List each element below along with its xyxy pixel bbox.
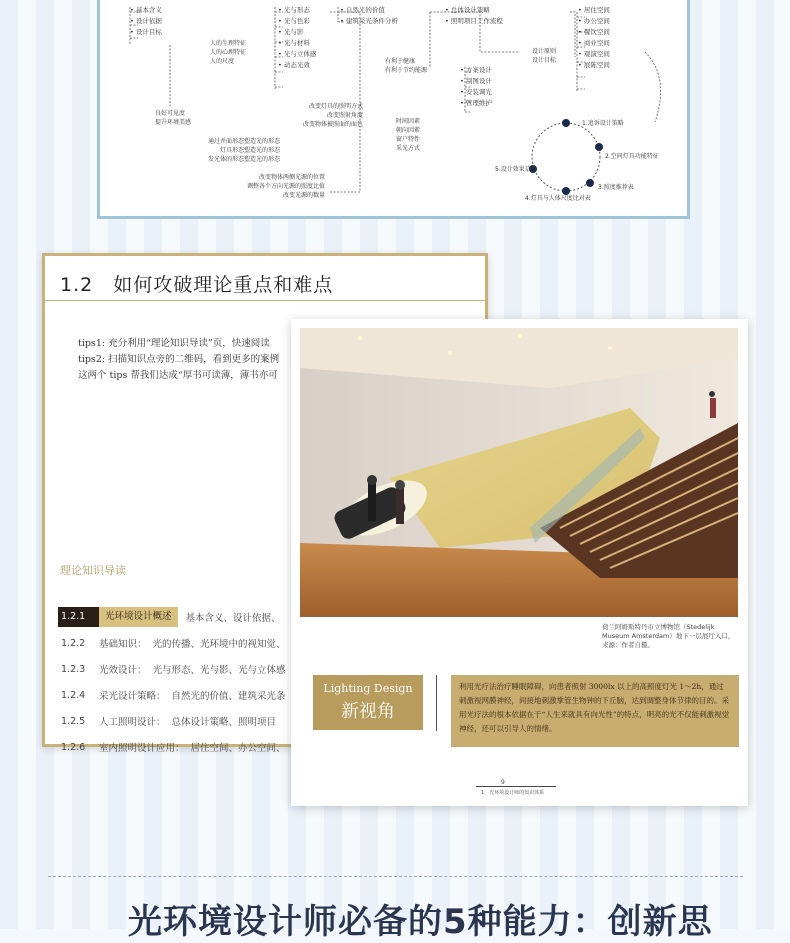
mm-item: • 总体设计策略	[445, 5, 503, 16]
cycle-step-4: 4.灯具与人体尺度比对表	[525, 195, 591, 202]
mindmap-col1	[130, 5, 162, 38]
mm-text: 良好可见度	[155, 110, 186, 117]
mindmap-col3-sub	[385, 57, 427, 75]
mm-text: 设计原则	[532, 48, 557, 55]
mindmap-card	[97, 0, 690, 219]
mm-text: 改变灯具的照明方式	[308, 103, 363, 110]
vertical-divider	[436, 675, 437, 731]
mm-item: • 设计目标	[130, 27, 162, 38]
mm-item: • 建筑采光条件分析	[340, 16, 398, 27]
mindmap-col3	[340, 5, 398, 27]
mm-item: • 光与色彩	[278, 16, 316, 27]
mm-text: 人的尺度	[210, 58, 235, 65]
mindmap-col4-sub	[460, 65, 492, 109]
mm-item: • 管理维护	[460, 98, 492, 109]
mm-item: • 安装调光	[460, 87, 492, 98]
mm-text: 人的心理特征	[210, 49, 247, 56]
mm-text: 通过并面形态塑造光的形态	[207, 138, 280, 145]
mm-item: • 商业空间	[578, 38, 610, 49]
mm-item: • 光与形态	[278, 5, 316, 16]
lighting-design-badge	[313, 675, 423, 730]
toc-number: 1.2.1	[58, 607, 99, 627]
mindmap-col2-notes3	[230, 173, 325, 200]
toc-name: 基础知识：	[99, 639, 147, 650]
toc-name: 光环境设计概述	[99, 607, 178, 627]
mm-text: 调整各个方向光源的照度比值	[246, 183, 325, 190]
tip-line: 这两个 tips 帮我们达成“厚书可读薄，薄书亦可	[78, 370, 278, 381]
mm-text: 改变物体被照面的面色	[302, 121, 363, 128]
toc-number: 1.2.3	[61, 663, 86, 675]
mm-item: • 自然光的价值	[340, 5, 398, 16]
cycle-step-1: 1.追诉设计策略	[582, 120, 624, 127]
mm-item: • 展陈空间	[578, 60, 610, 71]
toc-desc: 光的传播、光环境中的视知觉、	[152, 639, 286, 650]
cycle-step-2: 2.空间灯具功能特征	[605, 153, 659, 160]
tip-line: tips2: 扫描知识点旁的二维码，看到更多的案例	[78, 354, 280, 365]
museum-photo	[300, 328, 738, 617]
mm-text: 发光体的形态塑造光的形态	[207, 156, 280, 163]
title-divider	[45, 300, 485, 301]
mindmap-col2-notes1	[278, 102, 363, 129]
mm-item: • 制图设计	[460, 76, 492, 87]
cycle-step-5: 5.设计效果草绘	[495, 166, 537, 173]
guide-label: 理论知识导读	[60, 564, 126, 577]
lighting-design-text: 利用光疗法治疗睡眠障碍，向患者照射 3000lx 以上的高照度灯光 1～2h，通过刺激视网膜神经，间接地刺激掌管生物钟的下丘脑，达到调整身体节律的目的。采用光疗法的根本依据在于“人生来就具有向光性”的特点，明亮的光不仅能刺激视觉神经，还可以引导人的情绪。	[451, 675, 739, 747]
mm-text: 提升环境美感	[155, 119, 192, 126]
toc-number: 1.2.4	[61, 689, 86, 701]
mindmap-col4	[445, 5, 503, 27]
mm-text: 时间因素	[396, 118, 421, 125]
toc-desc: 总体设计策略、照明项目	[171, 717, 277, 728]
mm-text: 采光方式	[396, 145, 421, 152]
mindmap-col1-bottom	[155, 109, 191, 127]
mm-item: • 照明项目工作流程	[445, 16, 503, 27]
badge-en: Lighting Design	[323, 682, 413, 695]
tips-block	[78, 336, 279, 384]
mm-text: 窗户特性	[396, 136, 421, 143]
toc-number: 1.2.5	[61, 715, 86, 727]
mm-item: • 设计依据	[130, 16, 162, 27]
toc-desc: 基本含义、设计依据、	[185, 613, 281, 624]
toc-name: 人工照明设计：	[99, 717, 166, 728]
toc-name: 光效设计：	[99, 665, 147, 676]
toc-desc: 光与形态、光与影、光与立体感	[152, 665, 286, 676]
page-number: 9	[501, 779, 505, 786]
toc-name: 室内照明设计应用：	[99, 743, 185, 754]
mindmap-col3-bottom	[396, 117, 420, 153]
section-headline: 光环境设计师必备的5种能力：创新思	[128, 902, 713, 942]
mm-text: 改变物体两侧光源的位置	[258, 174, 325, 181]
toc-number: 1.2.6	[61, 741, 86, 753]
mm-item: • 光与材料	[278, 38, 316, 49]
mindmap-col5	[532, 47, 556, 65]
toc-number: 1.2.2	[61, 637, 86, 649]
footer-rule	[476, 786, 556, 787]
mm-text: 改变照射角度	[326, 112, 363, 119]
mm-item: • 动态光效	[278, 60, 316, 71]
badge-cn: 新视角	[341, 701, 395, 722]
mm-item: • 餐饮空间	[578, 27, 610, 38]
toc-desc: 自然光的价值、建筑采光条	[171, 691, 286, 702]
cycle-step-3: 3.照度推荐表	[598, 184, 634, 191]
section-divider	[48, 876, 743, 877]
mm-text: 灯具形态塑造光的形态	[219, 147, 280, 154]
photo-caption: 荷兰阿姆斯特丹市立博物馆（Stedelijk Museum Amsterdam）地下一层展厅入口，来源：作者自摄。	[602, 623, 735, 649]
mm-item: • 居住空间	[578, 5, 610, 16]
page-footer: 1 光环境设计师的知识体系	[481, 790, 545, 796]
tip-line: tips1: 充分利用“理论知识导读”页，快速阅读	[78, 338, 270, 349]
mm-item: • 办公空间	[578, 16, 610, 27]
museum-photo-illustration	[300, 328, 738, 617]
mm-text: 设计目标	[532, 57, 557, 64]
mm-text: 有利于健康	[385, 58, 416, 65]
mm-text: 改变光源的数量	[282, 192, 325, 199]
toc-name: 采光设计策略：	[99, 691, 166, 702]
mm-item: • 观演空间	[578, 49, 610, 60]
mm-text: 人的生理特征	[210, 40, 247, 47]
mm-item: • 基本含义	[130, 5, 162, 16]
mindmap-col1-sub	[210, 39, 246, 66]
mm-item: • 光与影	[278, 27, 316, 38]
mindmap-col6	[578, 5, 610, 71]
mm-item: • 光与立体感	[278, 49, 316, 60]
book-page-right	[291, 319, 748, 806]
mm-text: 有利于节约能源	[385, 67, 428, 74]
mm-text: 朝向因素	[396, 127, 421, 134]
mindmap-col2-notes2	[195, 137, 280, 164]
page-title: 1.2 如何攻破理论重点和难点	[60, 274, 334, 296]
toc-desc: 居住空间、办公空间、	[190, 743, 286, 754]
mm-item: • 方案设计	[460, 65, 492, 76]
mindmap-col2	[278, 5, 316, 71]
